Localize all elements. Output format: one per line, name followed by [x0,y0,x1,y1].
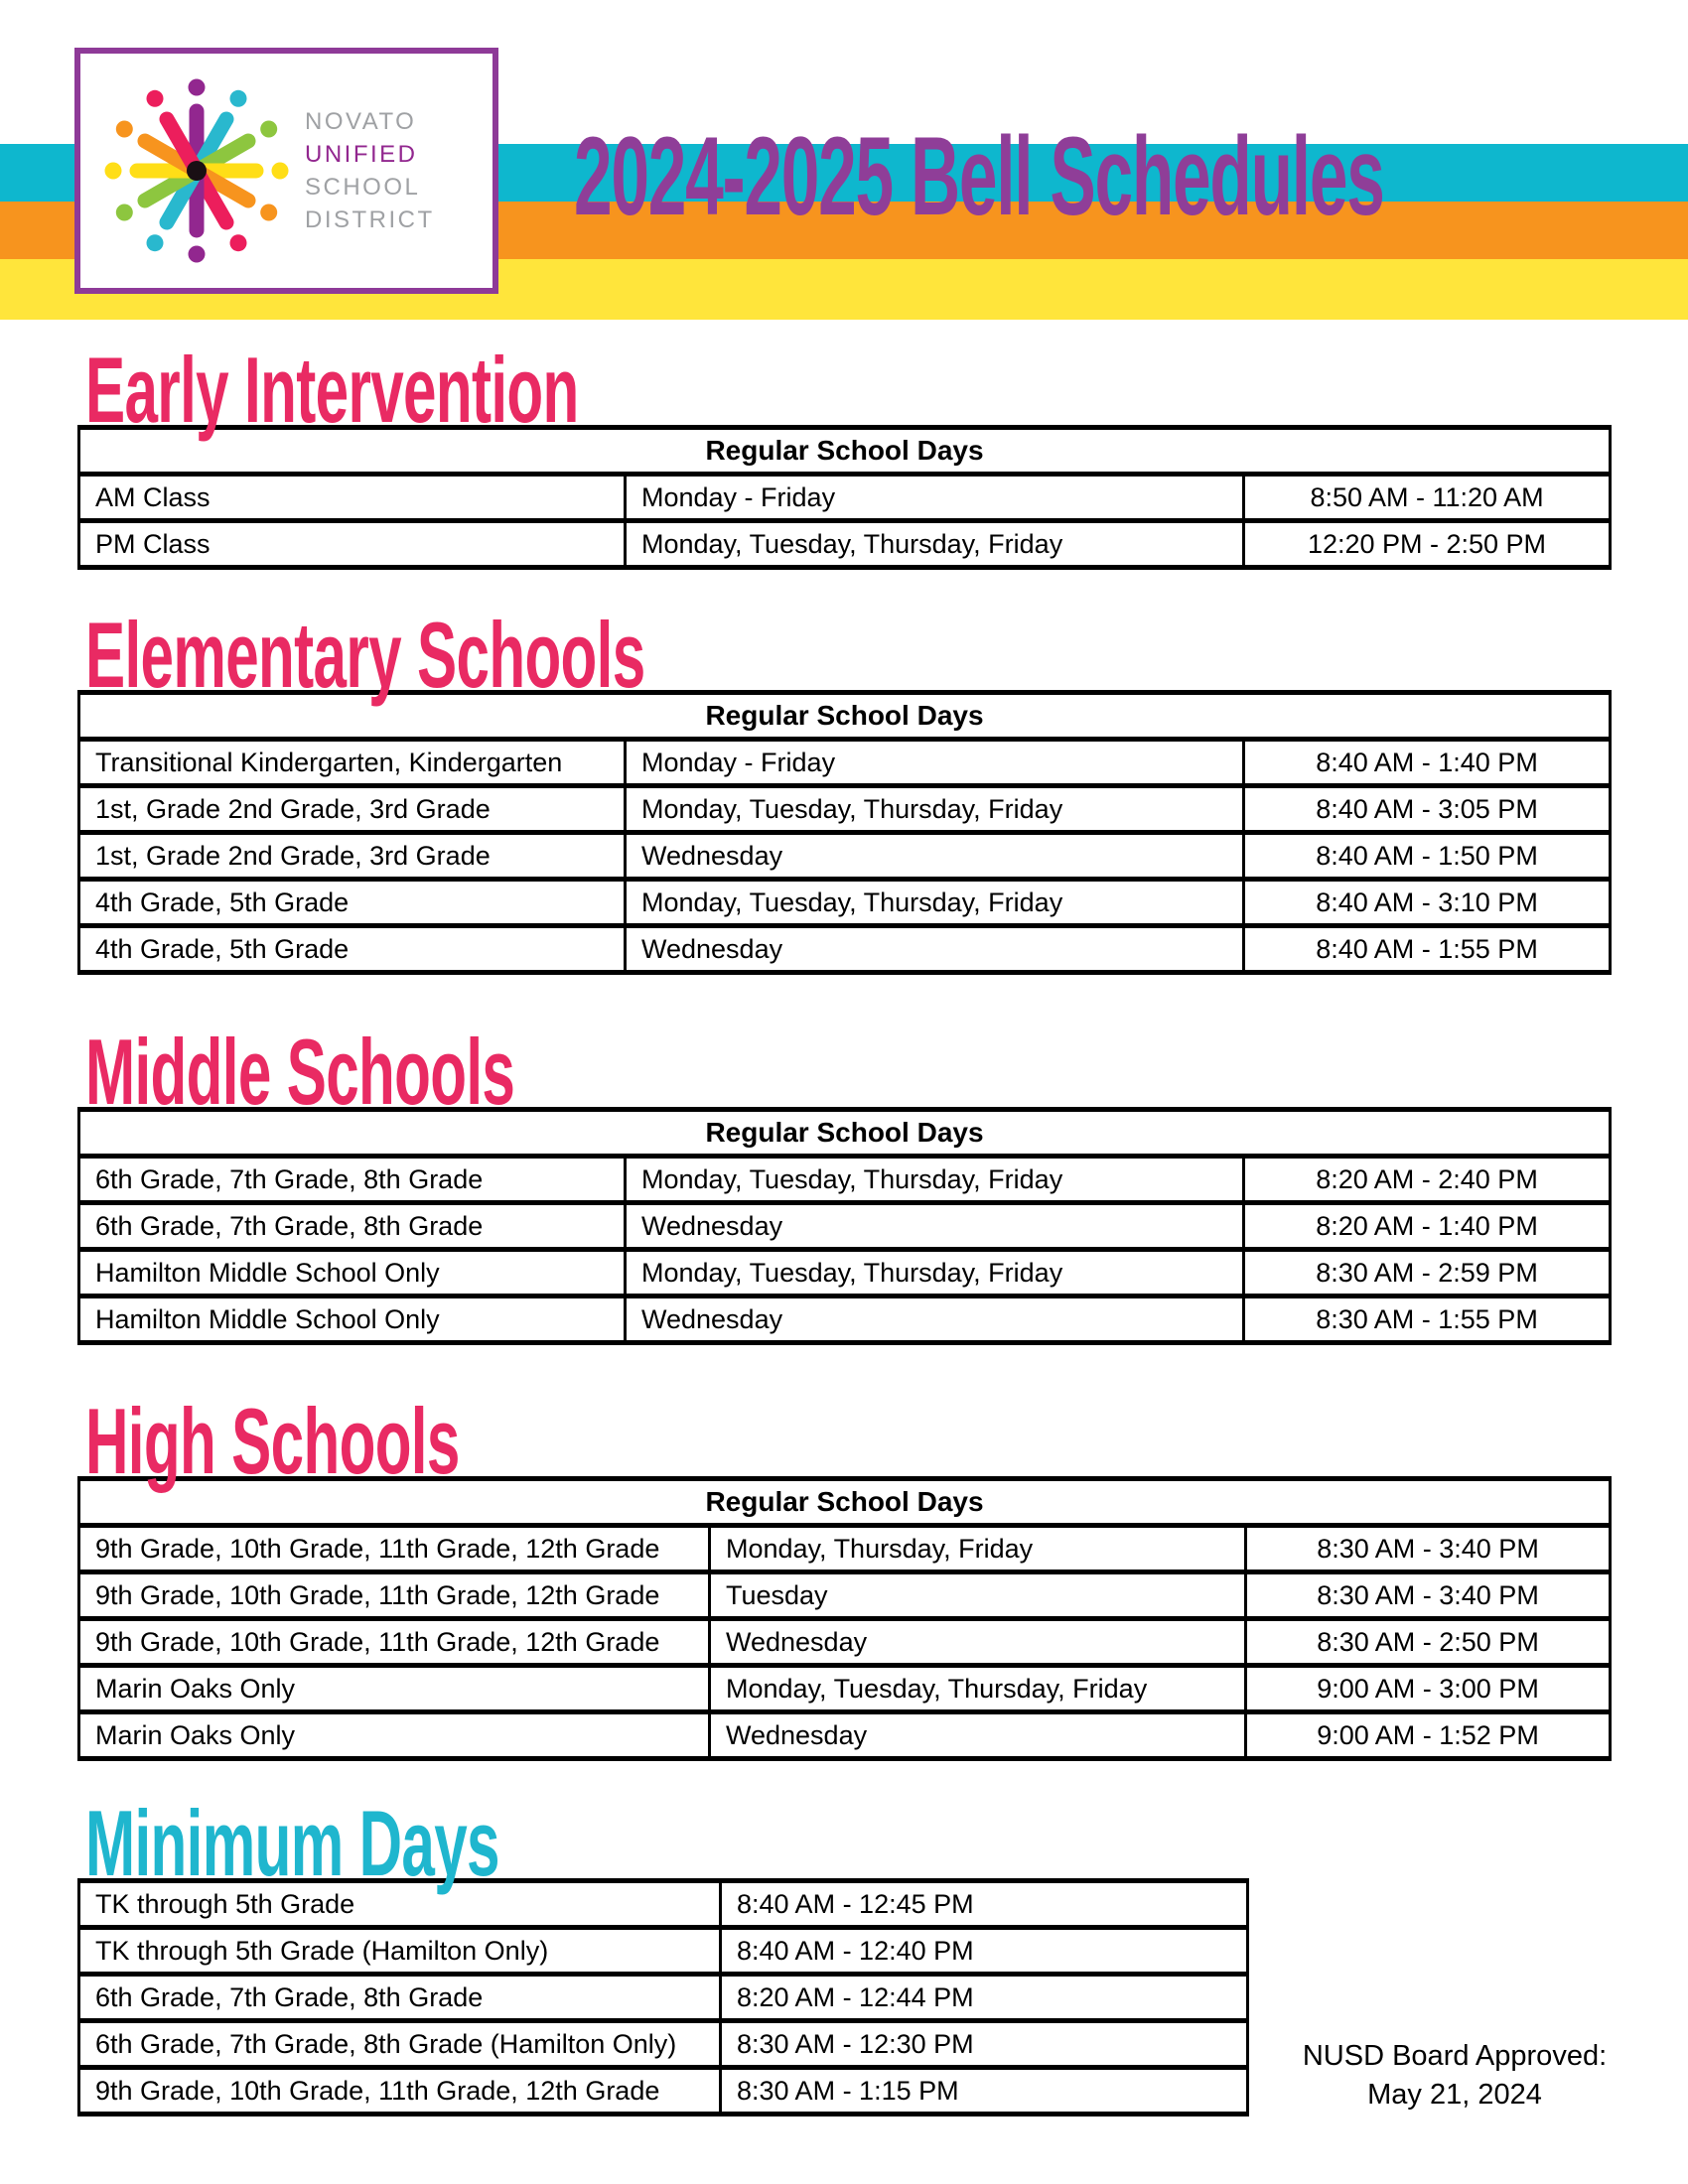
cell-days: Wednesday [710,1712,1246,1759]
starburst-icon [94,64,299,278]
section-heading: Middle Schools [85,1020,515,1124]
cell-days: Wednesday [626,833,1244,880]
table-row [79,1203,1611,1250]
cell-days: Wednesday [626,1203,1244,1250]
cell-days: Monday, Tuesday, Thursday, Friday [626,786,1244,833]
schedule-table [77,1107,1612,1345]
district-name-line: NOVATO [305,108,417,135]
district-logo [74,48,498,294]
table-row [79,786,1611,833]
cell-time-range: 8:20 AM - 12:44 PM [721,1975,1248,2021]
cell-time: 8:30 AM - 2:50 PM [1246,1619,1611,1666]
cell-time: 8:30 AM - 3:40 PM [1246,1572,1611,1619]
district-name-line: SCHOOL [305,174,421,201]
cell-days: Monday, Thursday, Friday [710,1526,1246,1572]
cell-group: AM Class [79,475,626,521]
table-row [79,926,1611,973]
cell-group: 4th Grade, 5th Grade [79,880,626,926]
table-row [79,1572,1611,1619]
section-minimum-days [77,1791,1249,2116]
cell-time: 9:00 AM - 3:00 PM [1246,1666,1611,1712]
district-name [305,105,435,236]
cell-time: 8:30 AM - 3:40 PM [1246,1526,1611,1572]
cell-group: TK through 5th Grade [79,1881,721,1928]
cell-days: Wednesday [626,1297,1244,1343]
cell-group: 9th Grade, 10th Grade, 11th Grade, 12th Grade [79,1619,710,1666]
cell-group: 6th Grade, 7th Grade, 8th Grade [79,1203,626,1250]
cell-time-range: 8:40 AM - 12:45 PM [721,1881,1248,1928]
table-row [79,2021,1248,2068]
schedule-table [77,1878,1249,2116]
table-row [79,475,1611,521]
cell-time: 8:20 AM - 1:40 PM [1244,1203,1611,1250]
cell-group: 9th Grade, 10th Grade, 11th Grade, 12th Grade [79,1526,710,1572]
table-header-cell: Regular School Days [79,693,1611,740]
cell-time: 8:20 AM - 2:40 PM [1244,1157,1611,1203]
cell-group: Transitional Kindergarten, Kindergarten [79,740,626,786]
cell-group: Marin Oaks Only [79,1712,710,1759]
board-approved-date: May 21, 2024 [1367,2079,1542,2112]
section-heading: Minimum Days [85,1791,499,1895]
table-row [79,1297,1611,1343]
table-row [79,880,1611,926]
cell-days: Monday, Tuesday, Thursday, Friday [710,1666,1246,1712]
cell-time: 12:20 PM - 2:50 PM [1244,521,1611,568]
table-row [79,1712,1611,1759]
cell-group: 6th Grade, 7th Grade, 8th Grade [79,1157,626,1203]
cell-days: Monday - Friday [626,740,1244,786]
cell-time: 8:40 AM - 1:50 PM [1244,833,1611,880]
section-high-schools [77,1389,1612,1761]
section-elementary-schools [77,603,1612,975]
cell-group: TK through 5th Grade (Hamilton Only) [79,1928,721,1975]
table-row [79,1928,1248,1975]
table-row [79,740,1611,786]
cell-days: Monday, Tuesday, Thursday, Friday [626,880,1244,926]
table-row [79,1619,1611,1666]
cell-group: 9th Grade, 10th Grade, 11th Grade, 12th Grade [79,1572,710,1619]
table-row [79,1157,1611,1203]
table-header-cell: Regular School Days [79,1110,1611,1157]
district-name-line: DISTRICT [305,206,435,233]
cell-days: Tuesday [710,1572,1246,1619]
cell-time: 8:40 AM - 1:55 PM [1244,926,1611,973]
section-middle-schools [77,1020,1612,1345]
cell-group: Hamilton Middle School Only [79,1250,626,1297]
section-heading: Elementary Schools [85,603,645,707]
district-name-line: UNIFIED [305,141,418,168]
schedule-table [77,690,1612,975]
schedule-table [77,425,1612,570]
board-approved-label: NUSD Board Approved: [1302,2040,1608,2072]
cell-days: Monday, Tuesday, Thursday, Friday [626,521,1244,568]
cell-time: 8:30 AM - 1:55 PM [1244,1297,1611,1343]
table-header-cell: Regular School Days [79,428,1611,475]
cell-time-range: 8:30 AM - 1:15 PM [721,2068,1248,2115]
cell-group: Marin Oaks Only [79,1666,710,1712]
cell-time: 8:40 AM - 1:40 PM [1244,740,1611,786]
table-row [79,521,1611,568]
cell-days: Wednesday [626,926,1244,973]
cell-group: 4th Grade, 5th Grade [79,926,626,973]
cell-time-range: 8:30 AM - 12:30 PM [721,2021,1248,2068]
cell-days: Monday - Friday [626,475,1244,521]
cell-days: Monday, Tuesday, Thursday, Friday [626,1250,1244,1297]
cell-group: PM Class [79,521,626,568]
cell-group: 6th Grade, 7th Grade, 8th Grade (Hamilton Only) [79,2021,721,2068]
table-row [79,1975,1248,2021]
cell-group: 6th Grade, 7th Grade, 8th Grade [79,1975,721,2021]
cell-days: Wednesday [710,1619,1246,1666]
section-early-intervention [77,338,1612,570]
table-row [79,833,1611,880]
page-title: 2024-2025 Bell Schedules [574,114,1384,239]
cell-time: 8:30 AM - 2:59 PM [1244,1250,1611,1297]
cell-time: 8:40 AM - 3:10 PM [1244,880,1611,926]
section-heading: High Schools [85,1389,460,1493]
table-row [79,1250,1611,1297]
cell-time: 8:50 AM - 11:20 AM [1244,475,1611,521]
table-row [79,2068,1248,2115]
schedule-table [77,1476,1612,1761]
table-header-cell: Regular School Days [79,1479,1611,1526]
table-row [79,1666,1611,1712]
cell-time: 8:40 AM - 3:05 PM [1244,786,1611,833]
cell-group: 1st, Grade 2nd Grade, 3rd Grade [79,786,626,833]
board-approved-note [1291,2037,1618,2115]
cell-group: Hamilton Middle School Only [79,1297,626,1343]
cell-time-range: 8:40 AM - 12:40 PM [721,1928,1248,1975]
section-heading: Early Intervention [85,338,579,442]
cell-group: 9th Grade, 10th Grade, 11th Grade, 12th Grade [79,2068,721,2115]
table-row [79,1526,1611,1572]
cell-group: 1st, Grade 2nd Grade, 3rd Grade [79,833,626,880]
cell-time: 9:00 AM - 1:52 PM [1246,1712,1611,1759]
cell-days: Monday, Tuesday, Thursday, Friday [626,1157,1244,1203]
